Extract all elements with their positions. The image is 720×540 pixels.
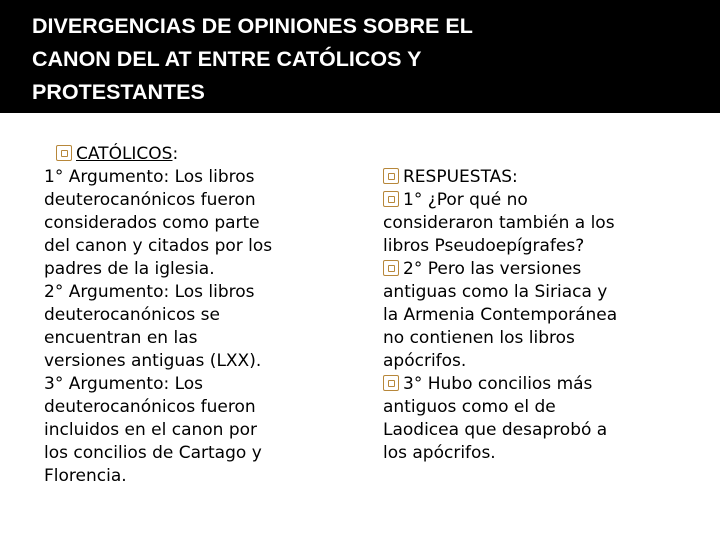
argument-text-line: deuterocanónicos fueron bbox=[44, 190, 256, 210]
answer-text-line: consideraron también a los bbox=[383, 213, 615, 233]
argument-item bbox=[44, 166, 354, 281]
answer-item bbox=[383, 258, 693, 373]
answer-first-text: 1° ¿Por qué no bbox=[403, 190, 528, 210]
catolicos-heading-colon: : bbox=[172, 144, 179, 164]
argument-text-line: deuterocanónicos fueron bbox=[44, 397, 256, 417]
slide-title-line: DIVERGENCIAS DE OPINIONES SOBRE EL bbox=[32, 14, 473, 38]
argument-text-line: deuterocanónicos se bbox=[44, 305, 220, 325]
answer-first-line bbox=[405, 373, 693, 396]
answer-item bbox=[383, 189, 693, 258]
square-bullet-icon bbox=[383, 168, 399, 184]
answer-text-line: apócrifos. bbox=[383, 351, 467, 371]
slide-title-line: CANON DEL AT ENTRE CATÓLICOS Y bbox=[32, 47, 422, 71]
respuestas-heading-text: RESPUESTAS: bbox=[403, 167, 518, 187]
argument-item bbox=[44, 373, 354, 488]
argument-item bbox=[44, 281, 354, 373]
argument-text-line: del canon y citados por los bbox=[44, 236, 273, 256]
square-bullet-icon bbox=[383, 260, 399, 276]
argument-text-line: encuentran en las bbox=[44, 328, 198, 348]
argument-label: 3° Argumento: Los bbox=[44, 374, 204, 394]
argument-label: 2° Argumento: Los libros bbox=[44, 282, 255, 302]
catolicos-heading-text: CATÓLICOS bbox=[76, 144, 173, 164]
catolicos-column bbox=[44, 143, 354, 488]
argument-text-line: Florencia. bbox=[44, 466, 127, 486]
slide-title bbox=[32, 10, 692, 109]
answer-first-line bbox=[405, 189, 693, 212]
argument-text-line: considerados como parte bbox=[44, 213, 260, 233]
answer-text-line: antiguos como el de bbox=[383, 397, 556, 417]
answer-text-line: libros Pseudoepígrafes? bbox=[383, 236, 585, 256]
answer-text-line: antiguas como la Siriaca y bbox=[383, 282, 608, 302]
answer-text-line: no contienen los libros bbox=[383, 328, 575, 348]
answer-first-text: 3° Hubo concilios más bbox=[403, 374, 593, 394]
answer-text-line: la Armenia Contemporánea bbox=[383, 305, 618, 325]
argument-text-line: incluidos en el canon por bbox=[44, 420, 258, 440]
answer-text-line: Laodicea que desaprobó a bbox=[383, 420, 608, 440]
respuestas-column bbox=[383, 166, 693, 465]
catolicos-heading bbox=[44, 143, 354, 166]
argument-text-line: los concilios de Cartago y bbox=[44, 443, 262, 463]
answer-first-line bbox=[405, 258, 693, 281]
argument-text-line: padres de la iglesia. bbox=[44, 259, 215, 279]
square-bullet-icon bbox=[383, 375, 399, 391]
slide-title-line: PROTESTANTES bbox=[32, 80, 205, 104]
answer-text-line: los apócrifos. bbox=[383, 443, 496, 463]
square-bullet-icon bbox=[383, 191, 399, 207]
argument-text-line: versiones antiguas (LXX). bbox=[44, 351, 262, 371]
square-bullet-icon bbox=[56, 145, 72, 161]
answer-first-text: 2° Pero las versiones bbox=[403, 259, 582, 279]
title-bar bbox=[0, 0, 720, 113]
respuestas-heading bbox=[383, 166, 693, 189]
answer-item bbox=[383, 373, 693, 465]
argument-label: 1° Argumento: Los libros bbox=[44, 167, 255, 187]
